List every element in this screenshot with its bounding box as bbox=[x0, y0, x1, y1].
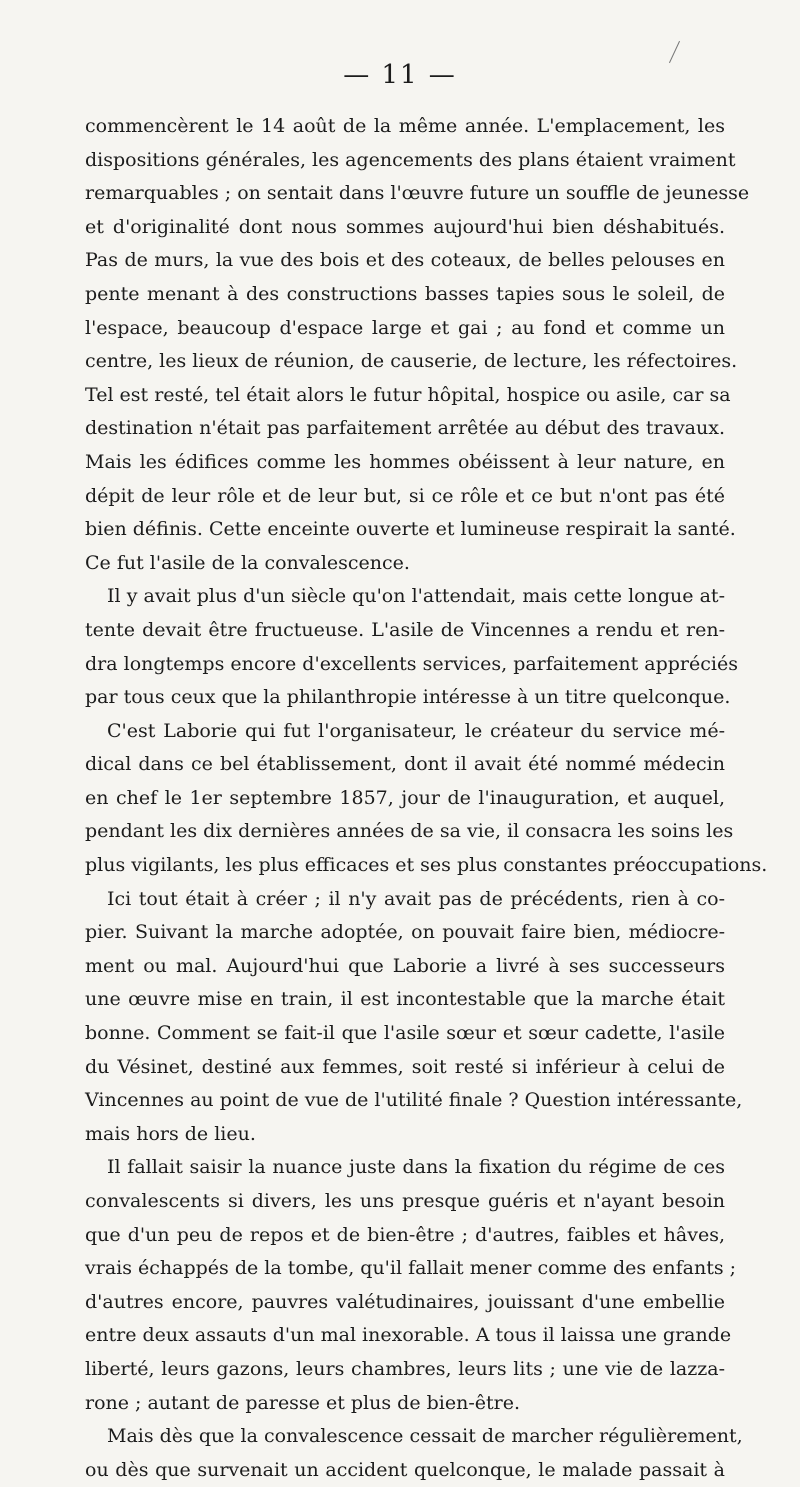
body-text bbox=[85, 110, 768, 1487]
text-line: bonne. Comment se fait-il que l'asile sœur et sœur cadette, l'asile bbox=[85, 1022, 725, 1045]
text-line: d'autres encore, pauvres valétudinaires, jouissant d'une embellie bbox=[85, 1290, 725, 1313]
text-line: du Vésinet, destiné aux femmes, soit resté si inférieur à celui de bbox=[85, 1055, 725, 1078]
text-line: entre deux assauts d'un mal inexorable. A tous il laissa une grande bbox=[85, 1324, 732, 1347]
text-line: une œuvre mise en train, il est incontestable que la marche était bbox=[85, 988, 725, 1011]
text-line: que d'un peu de repos et de bien-être ; d'autres, faibles et hâves, bbox=[85, 1223, 725, 1246]
text-line: Ce fut l'asile de la convalescence. bbox=[85, 551, 410, 574]
text-line: destination n'était pas parfaitement arrêtée au début des travaux. bbox=[85, 417, 725, 440]
text-line: pendant les dix dernières années de sa vie, il consacra les soins les bbox=[85, 820, 734, 843]
text-line: rone ; autant de paresse et plus de bien-être. bbox=[85, 1391, 520, 1414]
page-number: — 11 — bbox=[343, 60, 457, 90]
text-line: et d'originalité dont nous sommes aujourd'hui bien déshabitués. bbox=[85, 215, 725, 238]
text-line: en chef le 1er septembre 1857, jour de l'inauguration, et auquel, bbox=[85, 786, 725, 809]
text-line: dical dans ce bel établissement, dont il avait été nommé médecin bbox=[85, 753, 725, 776]
text-line: bien définis. Cette enceinte ouverte et lumineuse respirait la santé. bbox=[85, 518, 736, 541]
text-line: tente devait être fructueuse. L'asile de Vincennes a rendu et ren- bbox=[85, 618, 725, 641]
text-line: mais hors de lieu. bbox=[85, 1122, 256, 1145]
text-line: Vincennes au point de vue de l'utilité finale ? Question intéressante, bbox=[85, 1089, 743, 1112]
text-line: ment ou mal. Aujourd'hui que Laborie a livré à ses successeurs bbox=[85, 954, 725, 977]
text-line: Ici tout était à créer ; il n'y avait pas de précédents, rien à co- bbox=[107, 887, 725, 910]
text-line: dispositions générales, les agencements des plans étaient vraiment bbox=[85, 148, 736, 171]
text-line: pente menant à des constructions basses tapies sous le soleil, de bbox=[85, 282, 725, 305]
text-line: pier. Suivant la marche adoptée, on pouvait faire bien, médiocre- bbox=[85, 921, 725, 944]
text-line: Il y avait plus d'un siècle qu'on l'attendait, mais cette longue at- bbox=[107, 585, 725, 608]
text-line: dépit de leur rôle et de leur but, si ce rôle et ce but n'ont pas été bbox=[85, 484, 725, 507]
text-line: commencèrent le 14 août de la même année. L'emplacement, les bbox=[85, 115, 725, 137]
text-line: centre, les lieux de réunion, de causerie, de lecture, les réfectoires. bbox=[85, 350, 738, 373]
text-line: remarquables ; on sentait dans l'œuvre future un souffle de jeunesse bbox=[85, 182, 750, 205]
text-line: C'est Laborie qui fut l'organisateur, le créateur du service mé- bbox=[107, 719, 725, 742]
text-line: vrais échappés de la tombe, qu'il fallait mener comme des enfants ; bbox=[85, 1257, 737, 1280]
text-line: l'espace, beaucoup d'espace large et gai ; au fond et comme un bbox=[85, 316, 725, 339]
text-line: plus vigilants, les plus efficaces et ses plus constantes préoccupations. bbox=[85, 854, 768, 877]
text-line: Tel est resté, tel était alors le futur hôpital, hospice ou asile, car sa bbox=[85, 383, 731, 406]
text-line: Il fallait saisir la nuance juste dans la fixation du régime de ces bbox=[107, 1156, 725, 1179]
text-line: Pas de murs, la vue des bois et des coteaux, de belles pelouses en bbox=[85, 249, 725, 272]
text-line: ou dès que survenait un accident quelconque, le malade passait à bbox=[85, 1458, 725, 1481]
text-line: dra longtemps encore d'excellents services, parfaitement appréciés bbox=[85, 652, 738, 675]
text-line: Mais les édifices comme les hommes obéissent à leur nature, en bbox=[85, 450, 725, 473]
text-line: Mais dès que la convalescence cessait de marcher régulièrement, bbox=[107, 1425, 743, 1448]
text-line: liberté, leurs gazons, leurs chambres, leurs lits ; une vie de lazza- bbox=[85, 1357, 725, 1380]
text-line: convalescents si divers, les uns presque guéris et n'ayant besoin bbox=[85, 1190, 725, 1212]
text-line: par tous ceux que la philanthropie intéresse à un titre quelconque. bbox=[85, 686, 731, 709]
